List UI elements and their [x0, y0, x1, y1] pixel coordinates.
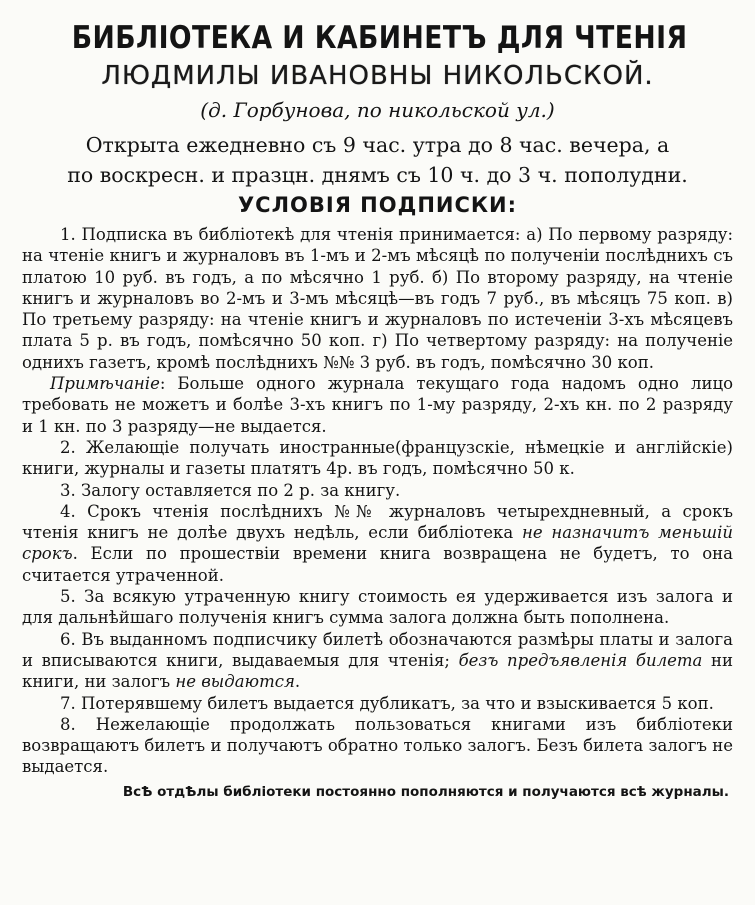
- condition-6-text: ни книги, ни залогъ: [22, 650, 733, 692]
- condition-2: 2. Желающiе получать иностранные(французскiе, нѣмецкiе и англiйскiе) книги, журналы и газеты платятъ 4р. въ годъ, помѣсячно 50 к.: [22, 437, 733, 479]
- condition-5: 5. За всякую утраченную книгу стоимость ея удерживается изъ залога и для дальнѣйшаго полученiя книгъ сумма залога должна быть пополнена.: [22, 587, 733, 628]
- condition-6-text: .: [294, 672, 301, 692]
- condition-8: 8. Нежелающiе продолжать пользоваться книгами изъ библiотеки возвращаютъ билетъ и получаютъ обратно только залогъ. Безъ билета залогъ не выдается.: [22, 714, 733, 777]
- condition-3: 3. Залогу оставляется по 2 р. за книгу.: [60, 480, 401, 500]
- opening-hours: [22, 130, 733, 190]
- condition-4-italic: не назначитъ меньшiй срокъ: [22, 523, 733, 564]
- condition-6-italic: не выдаются: [175, 672, 295, 692]
- condition-4: [22, 501, 733, 586]
- condition-6-italic: безъ предъявленiя билета: [458, 650, 703, 670]
- condition-4-text: 4. Срокъ чтенiя послѣднихъ №№ журналовъ четырехдневный, а срокъ чтенiя книгъ не долѣе двухъ недѣль, если библiотека: [22, 501, 733, 543]
- condition-7: 7. Потерявшему билетъ выдается дубликатъ, за что и взыскивается 5 коп.: [60, 693, 714, 713]
- condition-1: 1. Подписка въ библiотекѣ для чтенiя принимается: а) По первому разряду: на чтенiе книгъ и журналовъ въ 1-мъ и 2-мъ мѣсяцѣ по полученiи послѣднихъ съ платою 10 руб. въ годъ, а по мѣсячно 1 руб. б) По второму разряду, на чтенiе книгъ и журналовъ во 2-мъ и 3-мъ мѣсяцѣ—въ годъ 7 руб., въ мѣсяцъ 75 коп. в) По третьему разряду: на чтенiе книгъ и журналовъ по истеченiи 3-хъ мѣсяцевъ плата 5 р. въ годъ, помѣсячно 50 коп. г) По четвертому разряду: на полученiе однихъ газетъ, кромѣ послѣднихъ №№ 3 руб. въ годъ, помѣсячно 30 коп.: [22, 225, 733, 372]
- condition-6: [22, 629, 733, 693]
- condition-4-text: . Если по прошествiи времени книга возвращена не будетъ, то она считается утраченной.: [22, 544, 733, 585]
- owner-name: ЛЮДМИЛЫ ИВАНОВНЫ НИКОЛЬСКОЙ.: [101, 61, 654, 91]
- footer-note: ВсѢ отдѢлы библiотеки постоянно пополняются и получаются всѣ журналы.: [122, 783, 729, 800]
- condition-note: [22, 373, 733, 437]
- condition-6-text: 6. Въ выданномъ подписчику билетѣ обозначаются размѣры платы и залога и вписываются книги, выдаваемыя для чтенiя;: [22, 629, 733, 670]
- note-text: : Больше одного журнала текущаго года надомъ одно лицо требовать не можетъ и болѣе 3-хъ книгъ по 1-му разряду, 2-хъ кн. по 2 разряду и 1 кн. по 3 разряду—не выдается.: [22, 374, 733, 436]
- conditions-list: [22, 224, 733, 778]
- conditions-heading: УСЛОВIЯ ПОДПИСКИ:: [237, 193, 518, 217]
- note-label: Примѣчанiе: [50, 374, 160, 394]
- opening-hours-line: по воскресн. и празцн. днямъ съ 10 ч. до 3 ч. пополудни.: [67, 163, 688, 187]
- address: (д. Горбунова, по никольской ул.): [200, 98, 555, 122]
- page-title: БИБЛIОТЕКА И КАБИНЕТЪ ДЛЯ ЧТЕНIЯ: [71, 20, 688, 56]
- opening-hours-line: Открыта ежедневно съ 9 час. утра до 8 час. вечера, а: [85, 133, 670, 157]
